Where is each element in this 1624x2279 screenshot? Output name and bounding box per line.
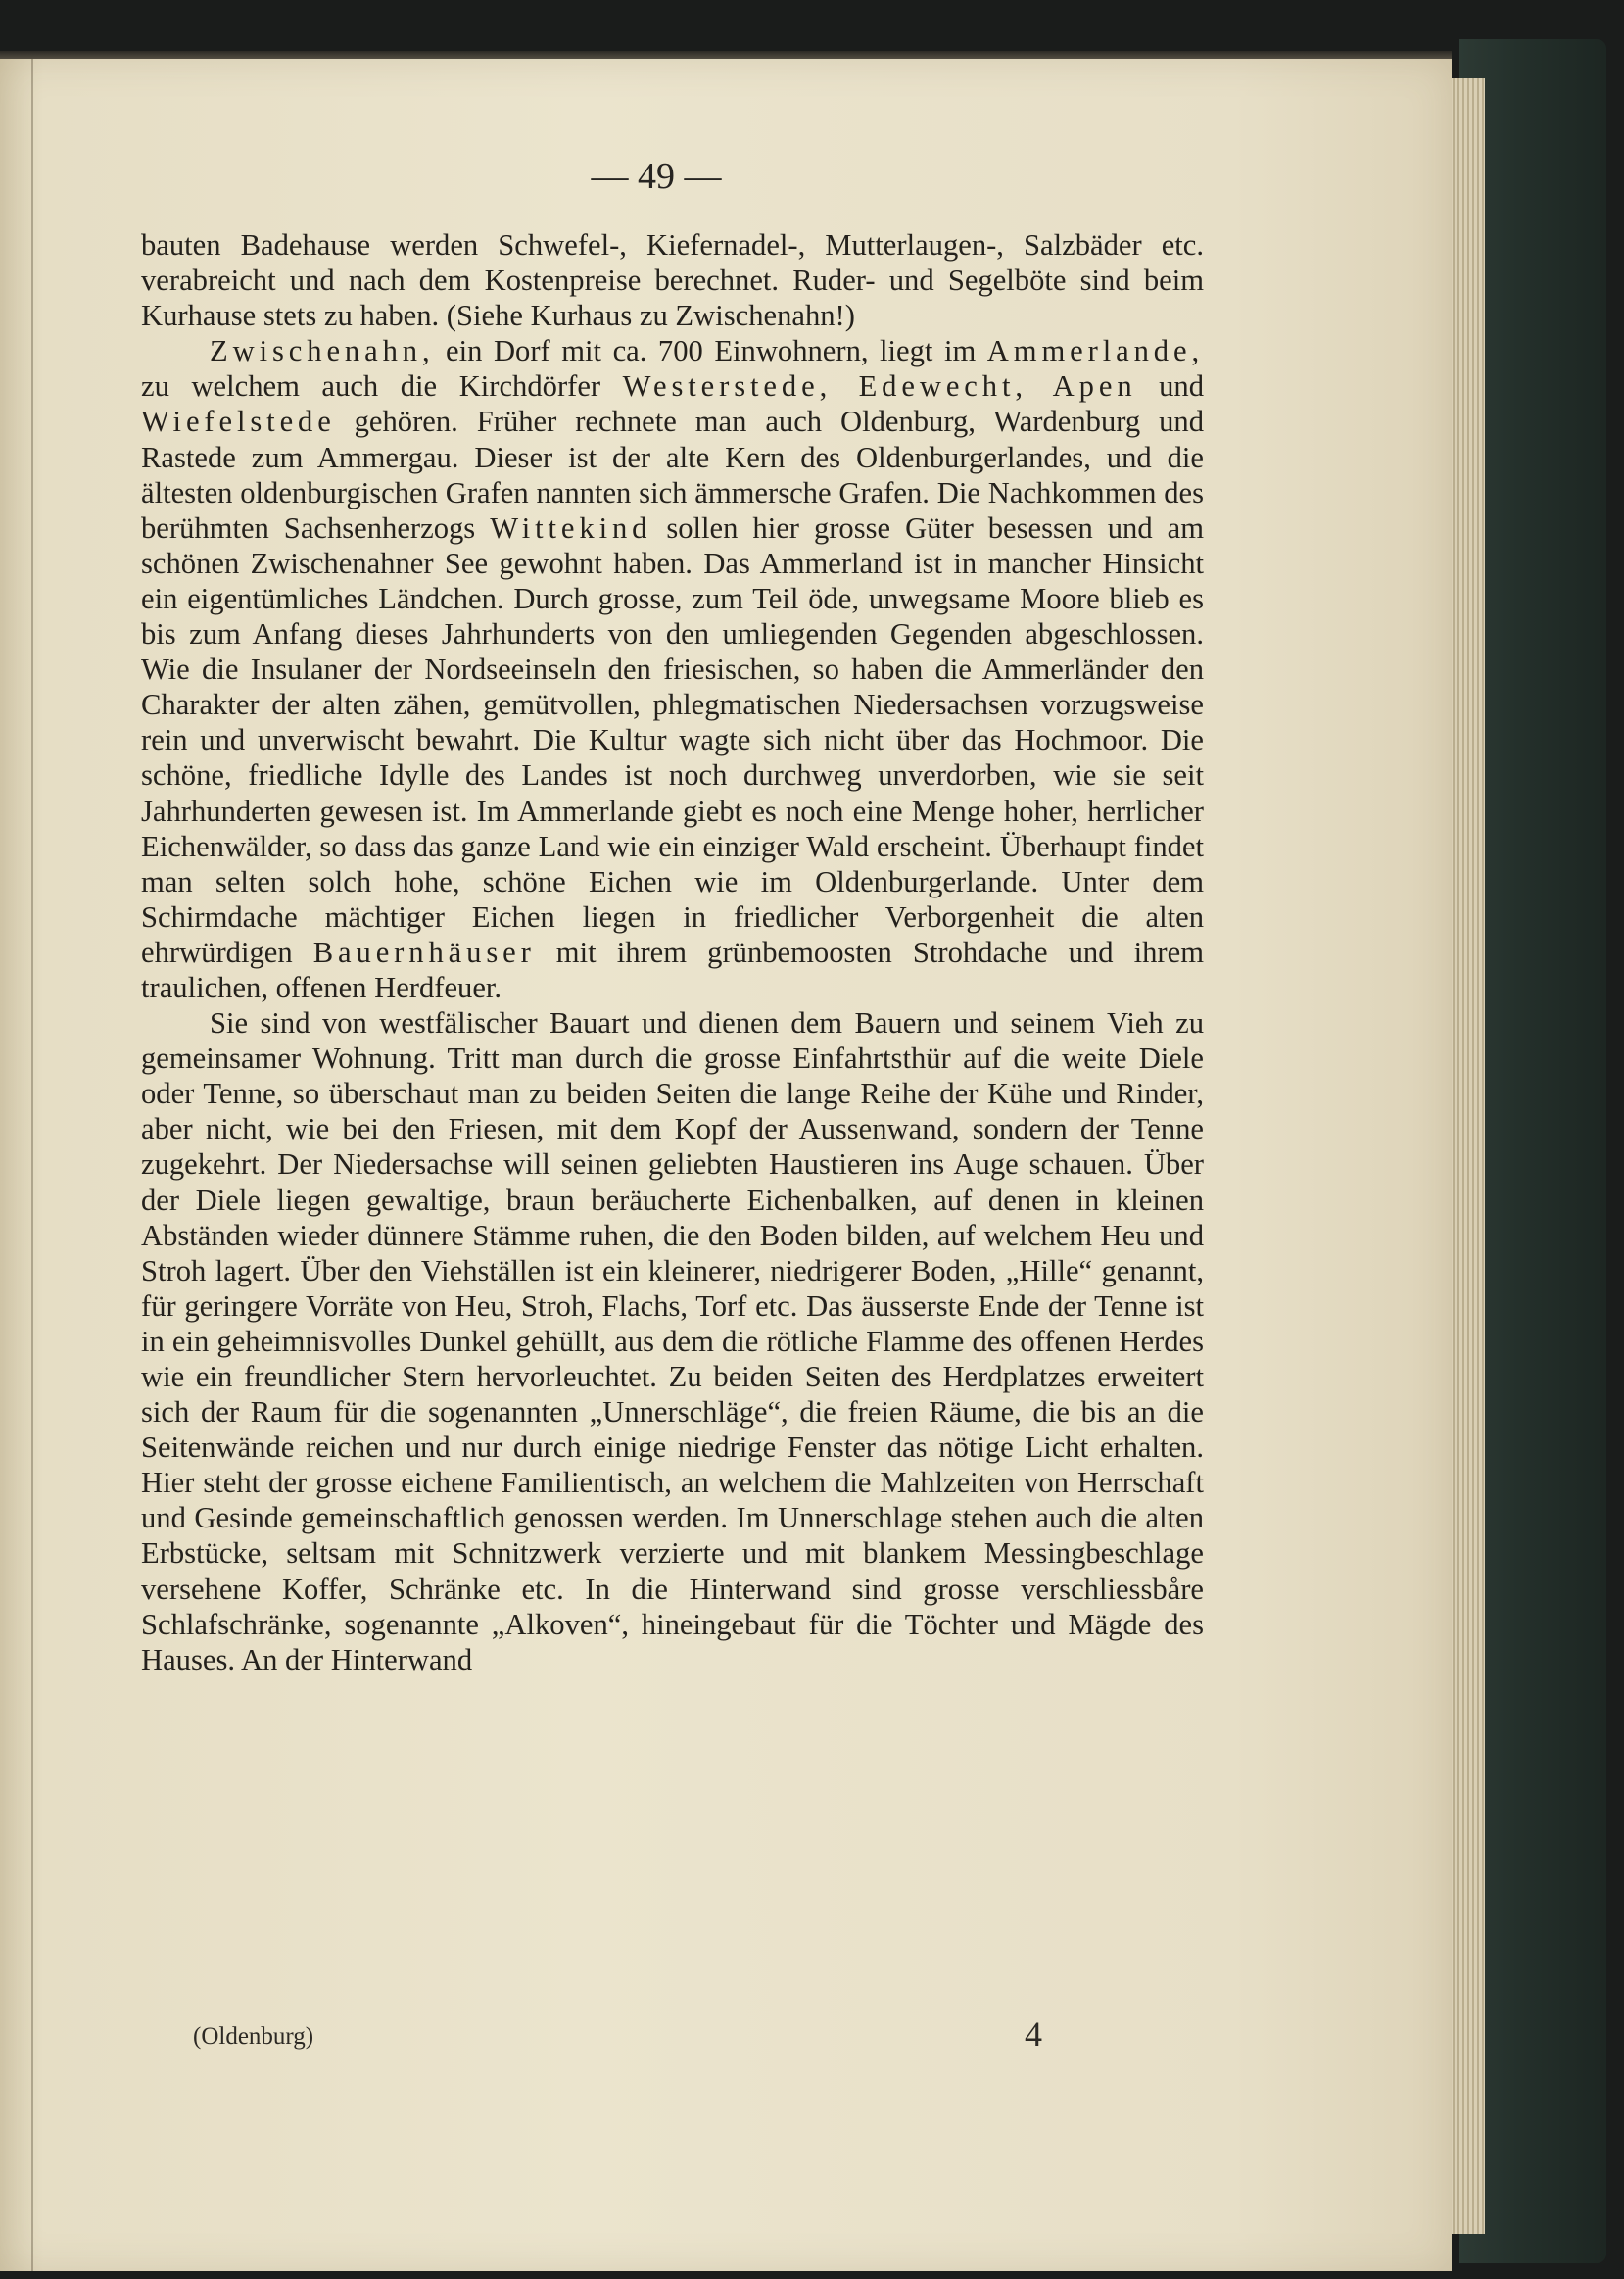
spaced-emphasis-text: Ammerlande, (986, 334, 1204, 368)
paragraph-text: Sie sind von westfälischer Bauart und dienen dem Bauern und seinem Vieh zu gemeinsamer Wohnung. Tritt man durch die grosse Einfahrtsthür auf die weite Diele oder Tenne, so überschaut man zu beiden Seiten die lange Reihe der Kühe und Rinder, aber nicht, wie bei den Friesen, mit dem Kopf der Aussenwand, sondern der Tenne zugekehrt. Der Niedersachse will seinen geliebten Haustieren ins Auge schauen. Über der Diele liegen gewaltige, braun beräucherte Eichenbalken, auf denen in kleinen Abständen wieder dünnere Stämme ruhen, die den Boden bilden, auf welchem Heu und Stroh lagert. Über den Viehställen ist ein kleinerer, niedrigerer Boden, „Hille“ genannt, für geringere Vorräte von Heu, Stroh, Flachs, Torf etc. Das äusserste Ende der Tenne ist in ein geheimnisvolles Dunkel gehüllt, aus dem die rötliche Flamme des offenen Herdes wie ein freundlicher Stern hervorleuchtet. Zu beiden Seiten des Herdplatzes erweitert sich der Raum für die sogenannten „Unnerschläge“, die freien Räume, die bis an die Seitenwände reichen und nur durch einige niedrige Fenster das nötige Licht erhalten. Hier steht der grosse eichene Familientisch, an welchem die Mahlzeiten von Herrschaft und Gesinde gemeinschaftlich genossen werden. Im Unnerschlage stehen auch die alten Erbstücke, seltsam mit Schnitzwerk verzierte und mit blankem Messingbeschlage versehene Koffer, Schränke etc. In die Hinterwand sind grosse verschliessbåre Schlafschränke, sogenannte „Alkoven“, hineingebaut für die Töchter und Mägde des Hauses. An der Hinterwand (141, 1006, 1204, 1676)
paragraph (141, 333, 1204, 1005)
body-text (141, 227, 1204, 1677)
page-number: — 49 — (591, 156, 722, 197)
paragraph-text: ein Dorf mit ca. 700 Einwohnern, liegt im (434, 334, 987, 368)
spaced-emphasis-text: Bauernhäuser (312, 935, 536, 969)
paragraph-text: sollen hier grosse Güter besessen und am schönen Zwischenahner See gewohnt haben. Das Ammerland ist in mancher Hinsicht ein eigentümliches Ländchen. Durch grosse, zum Teil öde, unwegsame Moore blieb es bis zum Anfang dieses Jahrhunderts von den umliegenden Gegenden abgeschlossen. Wie die Insulaner der Nordseeinseln den friesischen, so haben die Ammerländer den Charakter der alten zähen, gemütvollen, phlegmatischen Niedersachsen vorzugsweise rein und unverwischt bewahrt. Die Kultur wagte sich nicht über das Hochmoor. Die schöne, friedliche Idylle des Landes ist noch durchweg unverdorben, wie sie seit Jahrhunderten gewesen ist. Im Ammerlande giebt es noch eine Menge hoher, herrlicher Eichenwälder, so dass das ganze Land wie ein einziger Wald erscheint. Überhaupt findet man selten solch hohe, schöne Eichen wie im Oldenburgerlande. Unter dem Schirmdache mächtiger Eichen liegen in friedlicher Verborgenheit die alten ehrwürdigen (141, 510, 1204, 969)
paragraph-text: gehören. Früher rechnete man auch Oldenburg, Wardenburg und Rastede zum Ammergau. Dieser ist der alte Kern des Oldenburgerlandes, und die ältesten oldenburgischen Grafen nannten sich ämmersche Grafen. Die Nachkommen des berühmten Sachsenherzogs (141, 405, 1204, 545)
paragraph-text: und (1136, 369, 1204, 404)
gutter-fold (31, 59, 33, 2271)
paragraph (141, 227, 1204, 333)
sheet-number: 4 (1025, 2014, 1042, 2054)
paragraph-text: mit ihrem grünbemoosten Strohdache und ihrem traulichen, offenen Herdfeuer. (141, 935, 1204, 1004)
paragraph (141, 1005, 1204, 1677)
paragraph-text: bauten Badehause werden Schwefel-, Kiefernadel-, Mutterlaugen-, Salzbäder etc. verabreicht und nach dem Kostenpreise berechnet. Ruder- und Segelböte sind beim Kurhause stets zu haben. (Siehe Kurhaus zu Zwischenahn!) (141, 228, 1204, 333)
footer-signature: (Oldenburg) (193, 2023, 314, 2050)
spaced-emphasis-text: Westerstede, Edewecht, Apen (622, 369, 1137, 404)
paragraph-text: zu welchem auch die Kirchdörfer (141, 369, 623, 404)
spaced-emphasis-text: Zwischenahn, (210, 334, 435, 368)
spaced-emphasis-text: Wittekind (490, 510, 652, 545)
spaced-emphasis-text: Wiefelstede (141, 405, 336, 439)
